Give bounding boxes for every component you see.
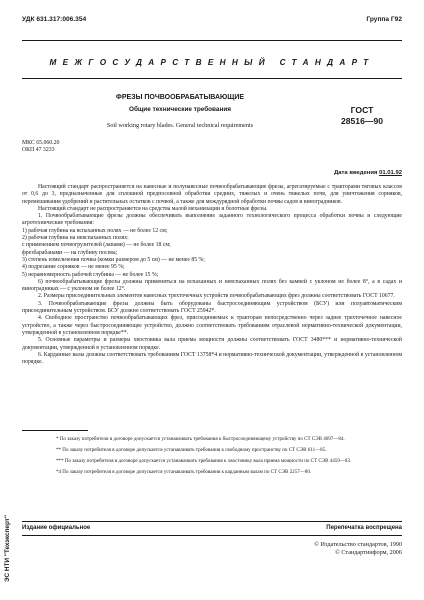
date-label: Дата введения: [334, 170, 378, 176]
divider-banner: [22, 78, 402, 79]
introduction-date: [334, 170, 402, 176]
copyright-block: [314, 541, 402, 557]
copyright-line-2: © Стандартинформ, 2006: [335, 549, 402, 556]
document-subtitle: Общие технические требования: [129, 106, 231, 113]
footnote-3: *** По заказу потребителя в договоре допускается устанавливать требования к хвостовику вала приема мощности по СТ СЭВ 4459—83.: [56, 457, 352, 464]
list-item: 4) подрезание сорняков — не менее 95 %;: [22, 264, 125, 271]
gost-number: 28516—90: [340, 116, 384, 126]
side-watermark-text: ЭС НТИ "Техэксперт": [4, 515, 11, 582]
footnotes: [22, 436, 402, 475]
official-edition-label: Издание официальное: [22, 525, 91, 531]
paragraph-scope: Настоящий стандарт распространяется на навесные и полунавесные почвообрабатывающие фрезы, агрегатируемые с тракторами тяговых классов от 0,6 до 3, предназначенные для сплошной предпосевной обработки средних, тяжелых и очень тяжелых почв, для уничтожения сорняков, перемешивания удобрений и растительных остатков с почвой, а также для междурядной обработки почвы садов и виноградников.: [22, 184, 402, 205]
english-title: Soil working rotary blades. General technical requirements: [106, 122, 254, 129]
paragraph-item-2: 2. Размеры присоединительных элементов навесных трехточечных устройств почвообрабатывающих фрез должны соответствовать ГОСТ 10677.: [38, 293, 395, 300]
footnote-1: * По заказу потребителя в договоре допускается устанавливать требования к быстросоединяющему устройству по СТ СЭВ 4697—84.: [56, 436, 345, 442]
mks-code: МКС 65.060.20: [22, 140, 60, 146]
copyright-line-1: © Издательство стандартов, 1990: [314, 541, 402, 548]
paragraph-exclusion: Настоящий стандарт не распространяется на средства малой механизации и болотные фрезы.: [38, 205, 268, 212]
paragraph-item-6: 6. Карданные валы должны соответствовать требованиям ГОСТ 13758*4 и нормативно-технической документации, утвержденной в установленном порядке.: [22, 351, 402, 366]
list-item: 1) рабочая глубина на вспаханных полях — не более 12 см;: [22, 227, 168, 234]
standard-body: [22, 184, 402, 366]
list-item: 5) неравномерность рабочей глубины — не более 15 %;: [22, 271, 159, 278]
paragraph-item-4: 4. Свободное пространство почвообрабатывающих фрез, присоединяемых к тракторам непосредственно через заднее трехточечное навесное устройство, а также через быстросоединяющее устройство, должно соответствовать требованиям отраслевой нормативно-технической документации, утвержденной в установленном порядке**.: [22, 315, 402, 336]
date-value: 01.01.92: [379, 170, 402, 176]
list-item: 2) рабочая глубина на невспаханных полях:: [22, 235, 129, 242]
divider-bottom: [22, 521, 402, 522]
reprint-prohibited-label: Перепечатка воспрещена: [326, 525, 402, 531]
group-code: Группа Г92: [366, 16, 402, 23]
classification-codes: [22, 140, 59, 155]
paragraph-item-1: 1. Почвообрабатывающие фрезы должны обеспечивать выполнение заданного технологического процесса обработки почвы и следующие агротехнические требования:: [22, 213, 402, 227]
okp-code: ОКП 47 3233: [22, 147, 55, 154]
divider-publication: [22, 535, 402, 536]
udk-code: УДК 631.317:006.354: [22, 16, 87, 23]
gost-label: ГОСТ: [350, 105, 374, 115]
divider-top: [22, 40, 402, 41]
footnote-2: ** По заказу потребителя в договоре допускается устанавливать требования к свободному пространству по СТ СЭВ 611—85.: [56, 446, 327, 453]
paragraph-item-3: 3. Почвообрабатывающие фрезы должны быть оборудованы быстросоединяющим устройством (БСУ) или полуавтоматическим присоединительным устройством. БСУ должно соответствовать ГОСТ 25942*.: [22, 300, 402, 315]
paragraph-item-5: 5. Основные параметры и размеры хвостовика вала приема мощности должны соответствовать ГОСТ 3480*** и нормативно-технической документации, утвержденной в установленном порядке.: [22, 337, 402, 351]
list-item: 6) почвообрабатывающие фрезы должны применяться на вспаханных и невспаханных полях без камней с уклоном не более 8°, а в садах и виноградниках — с уклоном не более 12°.: [22, 278, 402, 293]
footnote-separator: [22, 430, 88, 431]
list-item: фрезбарабанами — на глубину посева;: [22, 249, 118, 256]
interstate-standard-banner: МЕЖГОСУДАРСТВЕННЫЙ СТАНДАРТ: [49, 58, 375, 67]
list-item: 3) степень измельчения почвы (комки размером до 5 см) — не менее 85 %;: [22, 256, 205, 263]
gost-designation: [322, 105, 402, 127]
document-title: ФРЕЗЫ ПОЧВООБРАБАТЫВАЮЩИЕ: [115, 94, 245, 101]
list-item: с применением почвогрузителей (лапами) — не более 18 см;: [22, 242, 171, 249]
footnote-4: *4 По заказу потребителя в договоре допускается устанавливать требования к карданным валам по СТ СЭВ 2257—80.: [56, 468, 312, 475]
